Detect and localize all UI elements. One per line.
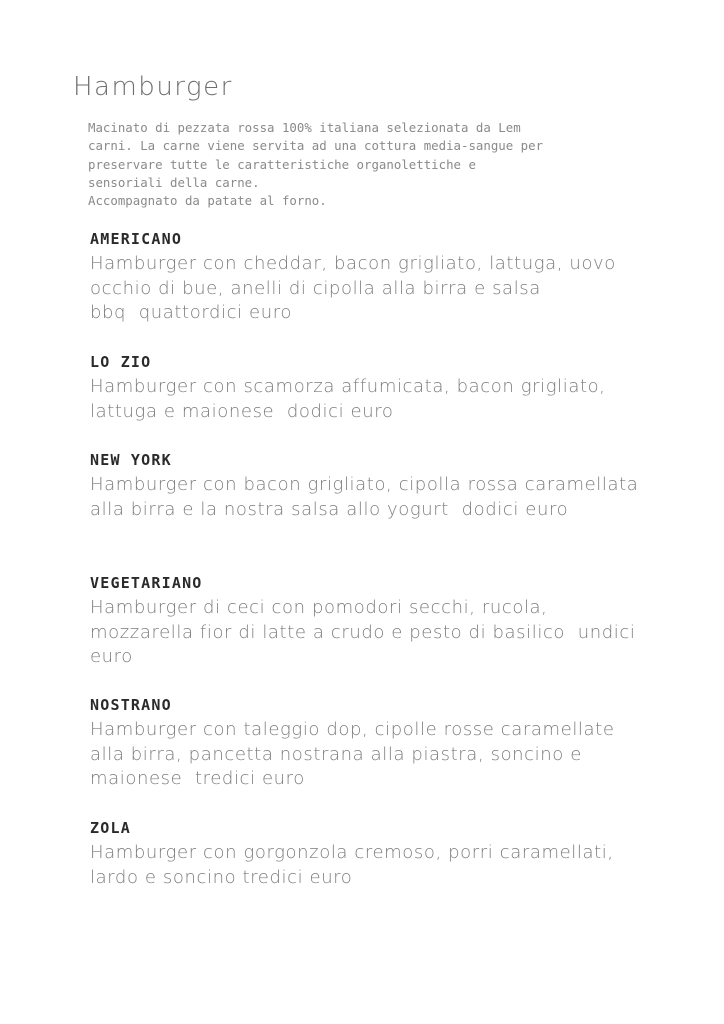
item-description-text: Hamburger con bacon grigliato, cipolla rossa caramellata alla birra e la nostra salsa allo yogurt <box>90 474 639 520</box>
item-description-text: Hamburger con gorgonzola cremoso, porri caramellati, lardo e soncino <box>90 842 614 888</box>
item-name: NOSTRANO <box>90 696 172 714</box>
item-description <box>90 473 650 522</box>
menu-item-nostrano <box>90 695 650 792</box>
item-description <box>90 718 650 792</box>
item-name: ZOLA <box>90 819 131 837</box>
intro-line: Macinato di pezzata rossa 100% italiana selezionata da Lem <box>88 120 521 135</box>
item-description <box>90 596 650 670</box>
item-price: dodici euro <box>286 400 394 422</box>
item-name: AMERICANO <box>90 230 183 248</box>
item-description <box>90 252 650 326</box>
item-price: quattordici euro <box>138 302 292 324</box>
intro-line: preservare tutte le caratteristiche organolettiche e <box>88 156 476 172</box>
page-title: Hamburger <box>73 72 233 102</box>
item-description-text: Hamburger con cheddar, bacon grigliato, lattuga, uovo occhio di bue, anelli di cipolla alla birra e salsa bbq <box>90 253 616 324</box>
item-description <box>90 375 650 424</box>
item-description <box>90 841 650 890</box>
intro-line: carni. La carne viene servita ad una cottura media-sangue per <box>88 138 544 154</box>
item-description-text: Hamburger con scamorza affumicata, bacon grigliato, lattuga e maionese <box>90 376 606 422</box>
item-name: VEGETARIANO <box>90 574 203 592</box>
item-name: NEW YORK <box>90 451 172 469</box>
menu-item-lo-zio <box>90 352 650 424</box>
item-price: dodici euro <box>461 498 569 520</box>
item-name: LO ZIO <box>90 353 152 371</box>
menu-item-new-york <box>90 450 650 522</box>
menu-item-zola <box>90 818 650 890</box>
item-description-text: Hamburger di ceci con pomodori secchi, rucola, mozzarella fior di latte a crudo e pesto di basilico <box>90 597 566 643</box>
item-description-text: Hamburger con taleggio dop, cipolle rosse caramellate alla birra, pancetta nostrana alla piastra, soncino e maionese <box>90 719 615 790</box>
menu-item-americano <box>90 229 650 326</box>
item-price: tredici euro <box>242 866 353 888</box>
item-price: undici euro <box>90 621 636 668</box>
intro-line: Accompagnato da patate al forno. <box>88 193 327 209</box>
menu-item-vegetariano <box>90 573 650 670</box>
item-price: tredici euro <box>194 768 305 790</box>
intro-line: sensoriali della carne. <box>88 174 260 190</box>
menu-intro <box>88 119 608 210</box>
